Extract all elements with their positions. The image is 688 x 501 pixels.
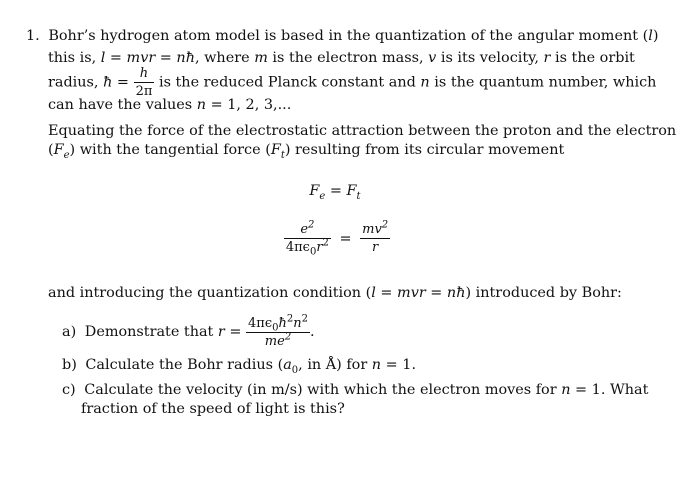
paragraph-2-line-2: $(F_e)$ with the tangential force $(F_t)$ resulting from its circular movement: [48, 142, 565, 161]
problem-line-2: this is, l = mvr = nħ, where m is the electron mass, v is its velocity, r is the orbit: [48, 50, 635, 66]
problem-line-3: radius, ħ = $\frac{h}{2\pi}$ is the reduced Planck constant and n is the quantum number, which: [48, 66, 657, 99]
angular-momentum-equation: l = mvr = nħ: [100, 50, 195, 66]
problem-line-1: 1. Bohr’s hydrogen atom model is based in the quantization of the angular moment (l): [26, 28, 659, 44]
problem-line-4: can have the values n = 1, 2, 3,...: [48, 97, 292, 113]
coulomb-fraction: $\frac{e^2}{4\pi\epsilon_0r^2}$: [285, 219, 329, 258]
bohr-radius-fraction: $\frac{4\pi\epsilon_0ħ^2n^2}{me^2}$: [248, 313, 308, 349]
part-a-label: a): [62, 324, 77, 340]
part-b: b) Calculate the Bohr radius ($a_0$, in Å) for n = 1.: [62, 357, 417, 376]
part-b-label: b): [62, 357, 77, 373]
problem-number: 1.: [26, 28, 40, 44]
part-c-line-1: c) Calculate the velocity (in m/s) with which the electron moves for n = 1. What: [62, 382, 649, 398]
force-equality-equation: $F_e = F_t$: [309, 183, 361, 202]
part-c-label: c): [62, 382, 76, 398]
centripetal-fraction: $\frac{mv^2}{r}$: [362, 219, 389, 255]
hbar-fraction: $\frac{h}{2\pi}$: [135, 66, 153, 99]
paragraph-2-line-1: Equating the force of the electrostatic attraction between the proton and the electron: [48, 123, 677, 139]
quantization-line: and introducing the quantization condition (l = mvr = nħ) introduced by Bohr:: [48, 285, 622, 301]
force-expression-equation: $\frac{e^2}{4\pi\epsilon_0r^2}$ = $\frac{mv^2}{r}$: [285, 219, 389, 258]
part-c-line-2: fraction of the speed of light is this?: [81, 401, 345, 417]
part-a: a) Demonstrate that r = $\frac{4\pi\epsilon_0ħ^2n^2}{me^2}$ .: [62, 313, 315, 349]
